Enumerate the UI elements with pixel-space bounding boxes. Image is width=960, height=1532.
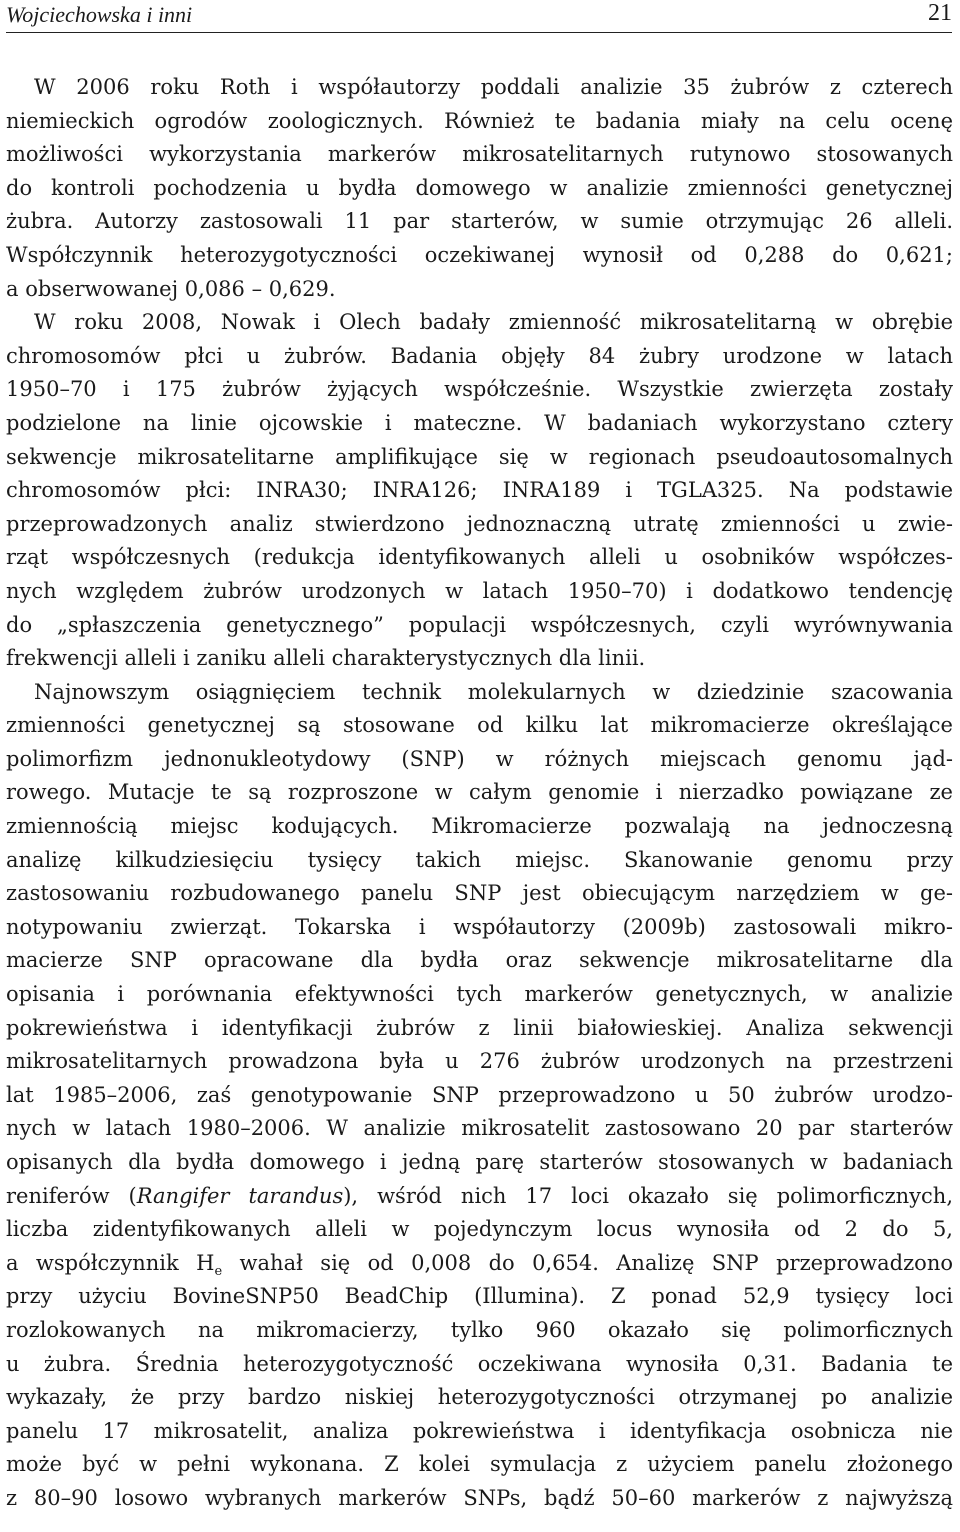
text-line (6, 1247, 953, 1281)
text-line (6, 1381, 953, 1415)
text-line (6, 709, 953, 743)
text-line (6, 944, 953, 978)
text-line-content: rozlokowanych na mikromacierzy, tylko 960 okazało się polimorficznych (6, 1317, 953, 1342)
text-line-content: opisania i porównania efektywności tych markerów genetycznych, w analizie (6, 982, 953, 1007)
text-line (6, 575, 953, 609)
text-segment: wahał się od 0,008 do 0,654. Analizę SNP przeprowadzono (222, 1250, 953, 1275)
text-line (6, 1448, 953, 1482)
header-authors: Wojciechowska i inni (6, 2, 193, 27)
text-line-content: niemieckich ogrodów zoologicznych. Również te badania miały na celu ocenę (6, 108, 953, 133)
text-segment: ), wśród nich 17 loci okazało się polimorficznych, (343, 1183, 953, 1208)
text-line-content: podzielone na linie ojcowskie i mateczne. W badaniach wykorzystano cztery (6, 410, 953, 435)
page-number: 21 (928, 0, 952, 26)
text-line (6, 1415, 953, 1449)
text-line-content: Współczynnik heterozygotyczności oczekiwanej wynosił od 0,288 do 0,621; (6, 242, 953, 267)
text-line (6, 1012, 953, 1046)
text-line (6, 1112, 953, 1146)
text-line (6, 273, 953, 307)
text-line (6, 441, 953, 475)
text-line (6, 508, 953, 542)
text-line (6, 105, 953, 139)
text-line-content: mikrosatelitarnych prowadzona była u 276 żubrów urodzonych na przestrzeni (6, 1049, 953, 1074)
text-line (6, 239, 953, 273)
text-line-content: zmienności genetycznej są stosowane od kilku lat mikromacierze określające (6, 713, 953, 738)
text-line-content: 1950–70 i 175 żubrów żyjących współcześnie. Wszystkie zwierzęta zostały (6, 377, 953, 402)
text-line (6, 474, 953, 508)
text-line (6, 810, 953, 844)
text-line-content: W 2006 roku Roth i współautorzy poddali analizie 35 żubrów z czterech (34, 75, 953, 99)
text-line-content: Najnowszym osiągnięciem technik molekularnych w dziedzinie szacowania (34, 679, 953, 704)
text-line (6, 1045, 953, 1079)
text-line-content: zastosowaniu rozbudowanego panelu SNP jest obiecującym narzędziem w ge- (6, 881, 953, 906)
species-name-italic: Rangifer tarandus (136, 1183, 344, 1208)
text-line-content: zmiennością miejsc kodujących. Mikromacierze pozwalają na jednoczesną (6, 814, 953, 839)
text-segment: a współczynnik H (6, 1250, 215, 1275)
text-line-content: u żubra. Średnia heterozygotyczność oczekiwana wynosiła 0,31. Badania te (6, 1351, 953, 1376)
text-line (6, 172, 953, 206)
text-line-content: chromosomów płci u żubrów. Badania objęły 84 żubry urodzone w latach (6, 343, 953, 368)
text-line-content: W roku 2008, Nowak i Olech badały zmienność mikrosatelitarną w obrębie (34, 310, 953, 335)
text-line (6, 1348, 953, 1382)
text-line-content: opisanych dla bydła domowego i jedną parę starterów stosowanych w badaniach (6, 1150, 953, 1174)
text-line (6, 1314, 953, 1348)
text-line-content: analizę kilkudziesięciu tysięcy takich miejsc. Skanowanie genomu przy (6, 847, 953, 872)
text-line (6, 373, 953, 407)
text-line-content: do kontroli pochodzenia u bydła domowego w analizie zmienności genetycznej (6, 175, 953, 200)
text-line (6, 676, 953, 710)
subscript: e (214, 1263, 223, 1279)
text-segment: reniferów ( (6, 1183, 137, 1208)
text-line-content: a obserwowanej 0,086 – 0,629. (6, 276, 336, 301)
text-line-content: nych w latach 1980–2006. W analizie mikrosatelit zastosowano 20 par starterów (6, 1116, 953, 1141)
text-line (6, 340, 953, 374)
text-line-content: przy użyciu BovineSNP50 BeadChip (Illumina). Z ponad 52,9 tysięcy loci (6, 1284, 953, 1309)
body-text (6, 71, 953, 1516)
text-line-content: rząt współczesnych (redukcja identyfikowanych alleli u osobników współczes- (6, 545, 953, 570)
text-line-content: do „spłaszczenia genetycznego” populacji współczesnych, czyli wyrównywania (6, 612, 953, 637)
text-line-content: notypowaniu zwierząt. Tokarska i współautorzy (2009b) zastosowali mikro- (6, 914, 953, 939)
running-header (6, 0, 952, 33)
text-line (6, 1146, 953, 1180)
text-line-content: panelu 17 mikrosatelit, analiza pokrewieństwa i identyfikacja osobnicza nie (6, 1418, 953, 1443)
text-line-content: pokrewieństwa i identyfikacji żubrów z linii białowieskiej. Analiza sekwencji (6, 1015, 953, 1040)
text-line (6, 877, 953, 911)
text-line-content: może być w pełni wykonana. Z kolei symulacja z użyciem panelu złożonego (6, 1452, 953, 1477)
text-line-content: żubra. Autorzy zastosowali 11 par starterów, w sumie otrzymując 26 alleli. (6, 209, 953, 234)
text-line (6, 541, 953, 575)
text-line-content: wykazały, że przy bardzo niskiej heterozygotyczności otrzymanej po analizie (6, 1385, 953, 1410)
text-line (6, 642, 953, 676)
text-line (6, 71, 953, 105)
text-line-content: sekwencje mikrosatelitarne amplifikujące się w regionach pseudoautosomalnych (6, 444, 953, 469)
text-line-content: możliwości wykorzystania markerów mikrosatelitarnych rutynowo stosowanych (6, 142, 953, 167)
text-line (6, 138, 953, 172)
text-line (6, 407, 953, 441)
text-line-content: liczba zidentyfikowanych alleli w pojedynczym locus wynosiła od 2 do 5, (6, 1217, 953, 1242)
text-line (6, 306, 953, 340)
text-line (6, 844, 953, 878)
text-line (6, 1482, 953, 1516)
text-line (6, 776, 953, 810)
text-line (6, 609, 953, 643)
text-line-content: z 80–90 losowo wybranych markerów SNPs, bądź 50–60 markerów z najwyższą (6, 1485, 953, 1510)
text-line (6, 1180, 953, 1214)
text-line (6, 205, 953, 239)
text-line (6, 1079, 953, 1113)
text-line (6, 743, 953, 777)
text-line-content: rowego. Mutacje te są rozproszone w całym genomie i nierzadko powiązane ze (6, 780, 953, 805)
text-line (6, 911, 953, 945)
text-line (6, 978, 953, 1012)
text-line-content: nych względem żubrów urodzonych w latach 1950–70) i dodatkowo tendencję (6, 578, 953, 603)
text-line-content: macierze SNP opracowane dla bydła oraz sekwencje mikrosatelitarne dla (6, 948, 953, 973)
text-line-content: przeprowadzonych analiz stwierdzono jednoznaczną utratę zmienności u zwie- (6, 511, 953, 536)
text-line-content: polimorfizm jednonukleotydowy (SNP) w różnych miejscach genomu jąd- (6, 746, 953, 771)
text-line-content: lat 1985–2006, zaś genotypowanie SNP przeprowadzono u 50 żubrów urodzo- (6, 1082, 953, 1107)
text-line-content: chromosomów płci: INRA30; INRA126; INRA189 i TGLA325. Na podstawie (6, 478, 953, 503)
text-line (6, 1280, 953, 1314)
text-line (6, 1213, 953, 1247)
text-line-content: frekwencji alleli i zaniku alleli charakterystycznych dla linii. (6, 646, 646, 671)
